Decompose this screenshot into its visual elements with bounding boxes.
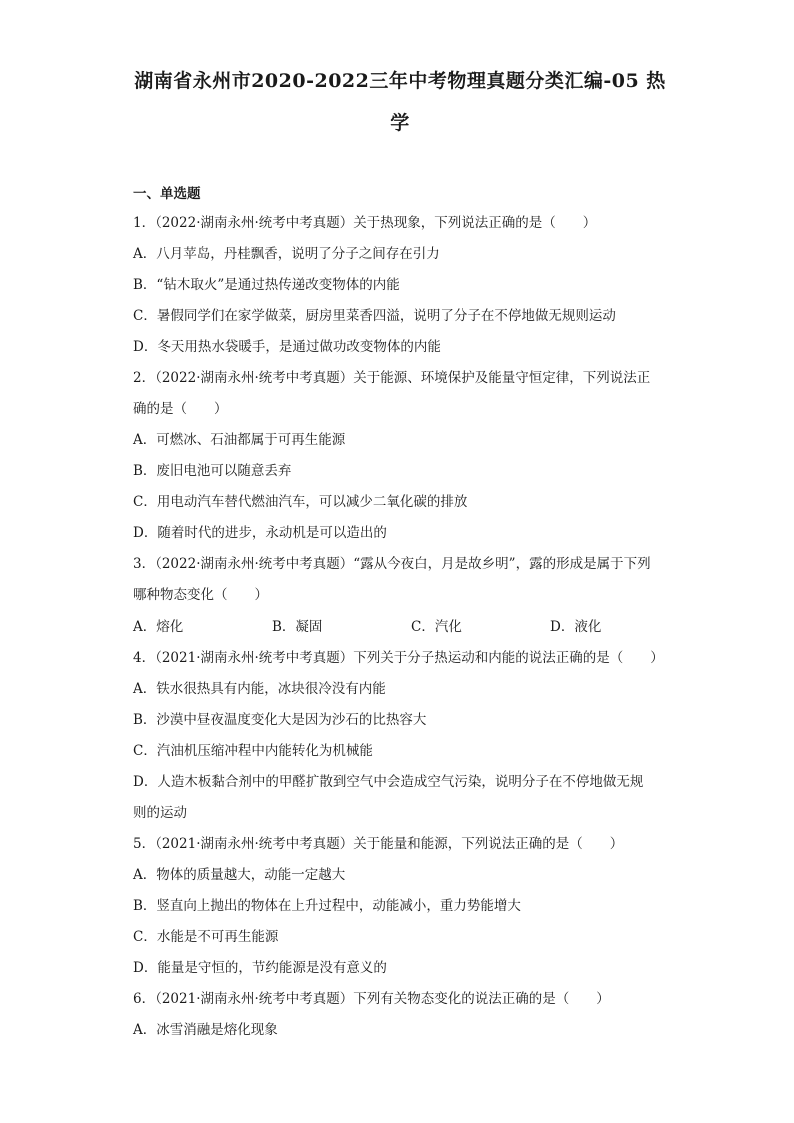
- question-2-option-a: A．可燃冰、石油都属于可再生能源: [133, 432, 346, 448]
- question-4-option-b: B．沙漠中昼夜温度变化大是因为沙石的比热容大: [133, 712, 427, 728]
- question-1-option-d: D．冬天用热水袋暖手，是通过做功改变物体的内能: [133, 339, 441, 355]
- question-1-option-c: C．暑假同学们在家学做菜，厨房里菜香四溢，说明了分子在不停地做无规则运动: [133, 308, 616, 324]
- question-4-option-c: C．汽油机压缩冲程中内能转化为机械能: [133, 743, 373, 759]
- question-5-option-c: C．水能是不可再生能源: [133, 929, 279, 945]
- question-2-stem-line-1: 2．（2022·湖南永州·统考中考真题）关于能源、环境保护及能量守恒定律，下列说法正: [133, 370, 651, 386]
- question-3-option-b: B．凝固: [272, 619, 323, 635]
- question-5-option-b: B．竖直向上抛出的物体在上升过程中，动能减小，重力势能增大: [133, 898, 521, 914]
- question-1-stem: 1．（2022·湖南永州·统考中考真题）关于热现象，下列说法正确的是（ ）: [133, 215, 597, 231]
- question-3-option-c: C．汽化: [411, 619, 462, 635]
- document-title-line-2: 学: [390, 112, 410, 134]
- question-6-option-a: A．冰雪消融是熔化现象: [133, 1022, 278, 1038]
- question-3-option-a: A．熔化: [133, 619, 184, 635]
- question-5-stem: 5．（2021·湖南永州·统考中考真题）关于能量和能源，下列说法正确的是（ ）: [133, 836, 624, 852]
- question-5-option-d: D．能量是守恒的，节约能源是没有意义的: [133, 960, 387, 976]
- question-5-option-a: A．物体的质量越大，动能一定越大: [133, 867, 346, 883]
- question-2-option-c: C．用电动汽车替代燃油汽车，可以减少二氧化碳的排放: [133, 494, 468, 510]
- question-3-stem-line-2: 哪种物态变化（ ）: [133, 587, 268, 603]
- question-4-option-d-line-1: D．人造木板黏合剂中的甲醛扩散到空气中会造成空气污染，说明分子在不停地做无规: [133, 774, 644, 790]
- question-2-option-b: B．废旧电池可以随意丢弃: [133, 463, 292, 479]
- document-title-line-1: 湖南省永州市2020-2022三年中考物理真题分类汇编-05 热: [134, 70, 666, 92]
- question-4-option-a: A．铁水很热具有内能，冰块很冷没有内能: [133, 681, 386, 697]
- question-1-option-a: A．八月苹岛，丹桂飘香，说明了分子之间存在引力: [133, 246, 440, 262]
- question-4-option-d-line-2: 则的运动: [133, 805, 187, 821]
- question-2-stem-line-2: 确的是（ ）: [133, 401, 228, 417]
- question-3-option-d: D．液化: [550, 619, 602, 635]
- section-heading: 一、单选题: [133, 186, 201, 202]
- question-3-stem-line-1: 3．（2022·湖南永州·统考中考真题）“露从今夜白，月是故乡明”，露的形成是属于下列: [133, 556, 651, 572]
- question-2-option-d: D．随着时代的进步，永动机是可以造出的: [133, 525, 387, 541]
- question-3-options-row: [133, 616, 653, 638]
- question-4-stem: 4．（2021·湖南永州·统考中考真题）下列关于分子热运动和内能的说法正确的是（ ）: [133, 650, 664, 666]
- question-1-option-b: B．“钻木取火”是通过热传递改变物体的内能: [133, 277, 400, 293]
- question-6-stem: 6．（2021·湖南永州·统考中考真题）下列有关物态变化的说法正确的是（ ）: [133, 991, 610, 1007]
